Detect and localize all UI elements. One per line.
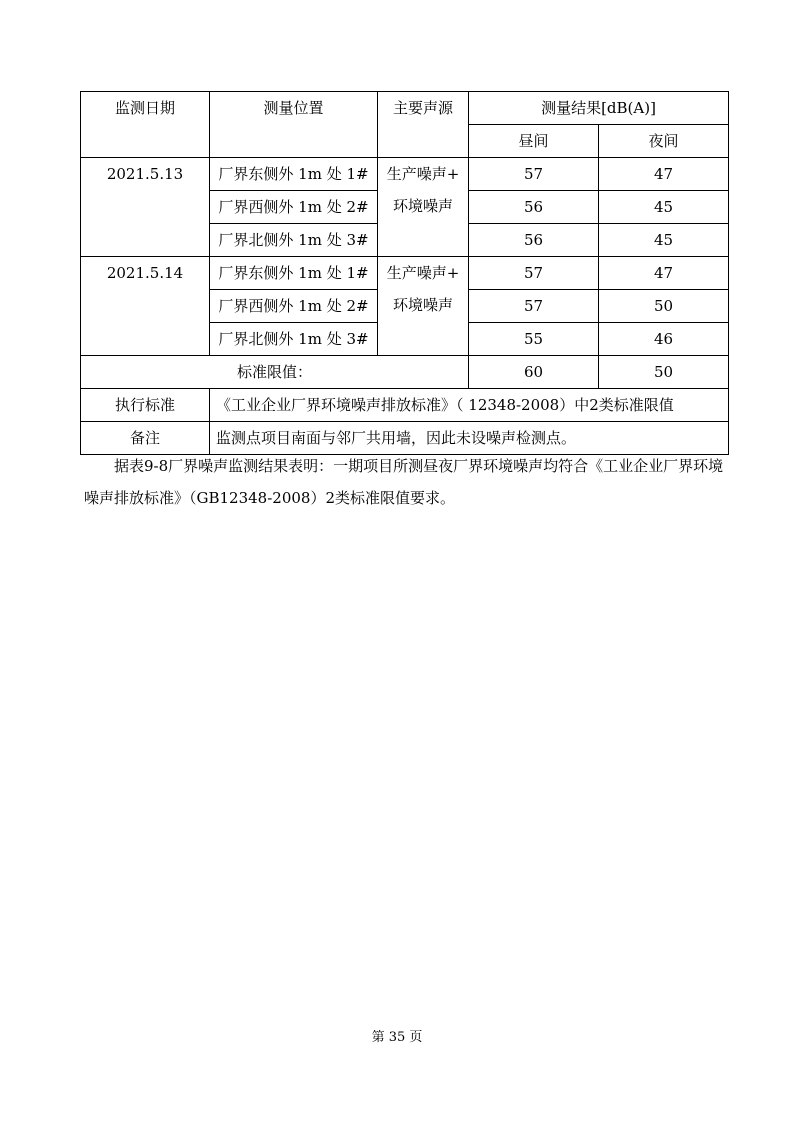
result-paragraph: 据表9-8厂界噪声监测结果表明：一期项目所测昼夜厂界环境噪声均符合《工业企业厂界环境噪声排放标准》（GB12348-2008）2类标准限值要求。 — [84, 457, 724, 507]
header-date: 监测日期 — [81, 92, 210, 158]
source-cell — [378, 158, 469, 257]
day-value: 56 — [469, 224, 599, 257]
night-value: 50 — [599, 290, 729, 323]
location-cell: 厂界东侧外 1m 处 1# — [210, 158, 378, 191]
night-value: 47 — [599, 158, 729, 191]
day-value: 55 — [469, 323, 599, 356]
location-cell: 厂界北侧外 1m 处 3# — [210, 224, 378, 257]
location-cell: 厂界东侧外 1m 处 1# — [210, 257, 378, 290]
location-cell: 厂界北侧外 1m 处 3# — [210, 323, 378, 356]
source-line: 环境噪声 — [392, 197, 453, 215]
limit-night: 50 — [599, 356, 729, 389]
night-value: 47 — [599, 257, 729, 290]
date-cell: 2021.5.13 — [81, 158, 210, 257]
day-value: 56 — [469, 191, 599, 224]
header-night: 夜间 — [599, 125, 729, 158]
standard-value: 《工业企业厂界环境噪声排放标准》（ 12348-2008）中2类标准限值 — [210, 389, 729, 422]
page-number: 第 35 页 — [371, 1030, 423, 1045]
date-cell: 2021.5.14 — [81, 257, 210, 356]
header-source: 主要声源 — [378, 92, 469, 158]
table-row — [81, 257, 729, 290]
standard-label: 执行标准 — [81, 389, 210, 422]
remark-label: 备注 — [81, 422, 210, 455]
source-cell — [378, 257, 469, 356]
location-cell: 厂界西侧外 1m 处 2# — [210, 290, 378, 323]
header-result: 测量结果[dB(A)] — [469, 92, 729, 125]
limit-day: 60 — [469, 356, 599, 389]
source-line: 生产噪声+ — [386, 264, 460, 282]
header-location: 测量位置 — [210, 92, 378, 158]
night-value: 45 — [599, 224, 729, 257]
night-value: 46 — [599, 323, 729, 356]
header-day: 昼间 — [469, 125, 599, 158]
table-row — [81, 158, 729, 191]
source-line: 生产噪声+ — [386, 165, 460, 183]
source-line: 环境噪声 — [392, 296, 453, 314]
location-cell: 厂界西侧外 1m 处 2# — [210, 191, 378, 224]
noise-monitoring-table — [80, 91, 729, 455]
remark-value: 监测点项目南面与邻厂共用墙，因此未设噪声检测点。 — [210, 422, 729, 455]
day-value: 57 — [469, 158, 599, 191]
standard-row — [81, 389, 729, 422]
day-value: 57 — [469, 257, 599, 290]
day-value: 57 — [469, 290, 599, 323]
limit-label: 标准限值： — [81, 356, 469, 389]
night-value: 45 — [599, 191, 729, 224]
limit-row — [81, 356, 729, 389]
